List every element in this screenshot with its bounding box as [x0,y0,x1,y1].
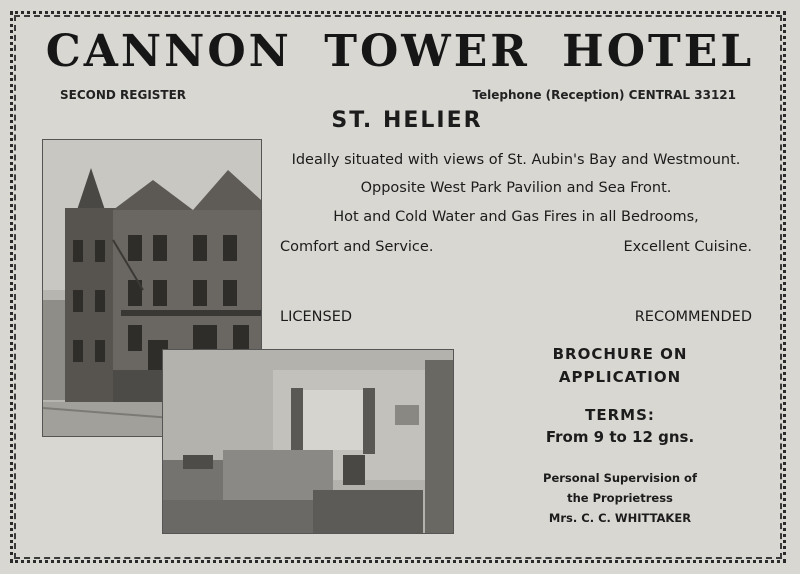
supervision-line-1: Personal Supervision of [543,470,697,485]
licensing-row [280,309,752,325]
feature-service-row [280,237,752,257]
brochure-line-2: APPLICATION [558,368,682,387]
info-column [490,343,750,528]
register-label: SECOND REGISTER [60,88,187,102]
recommended-label: RECOMMENDED [634,309,752,325]
features-block [280,150,752,257]
feature-comfort: Comfort and Service. [280,238,434,255]
hotel-title: CANNON TOWER HOTEL [45,26,755,77]
feature-opposite: Opposite West Park Pavilion and Sea Front. [360,180,672,197]
supervision-notice [490,468,750,528]
telephone-label: Telephone (Reception) CENTRAL 33121 [472,88,736,102]
feature-amenities: Hot and Cold Water and Gas Fires in all Bedrooms, [333,208,699,225]
proprietress-name: Mrs. C. C. WHITTAKER [548,510,692,525]
terms-range: From 9 to 12 gns. [545,427,695,446]
feature-location: Ideally situated with views of St. Aubin's Bay and Westmount. [291,152,741,168]
bedroom-photo [162,349,454,534]
licensed-label: LICENSED [280,309,353,325]
brochure-line-1: BROCHURE ON [552,345,688,363]
supervision-line-2: the Proprietress [567,490,673,505]
terms-heading: TERMS: [585,405,655,424]
brochure-notice [490,343,750,390]
city-heading: ST. HELIER [331,108,483,133]
feature-cuisine: Excellent Cuisine. [623,238,752,255]
